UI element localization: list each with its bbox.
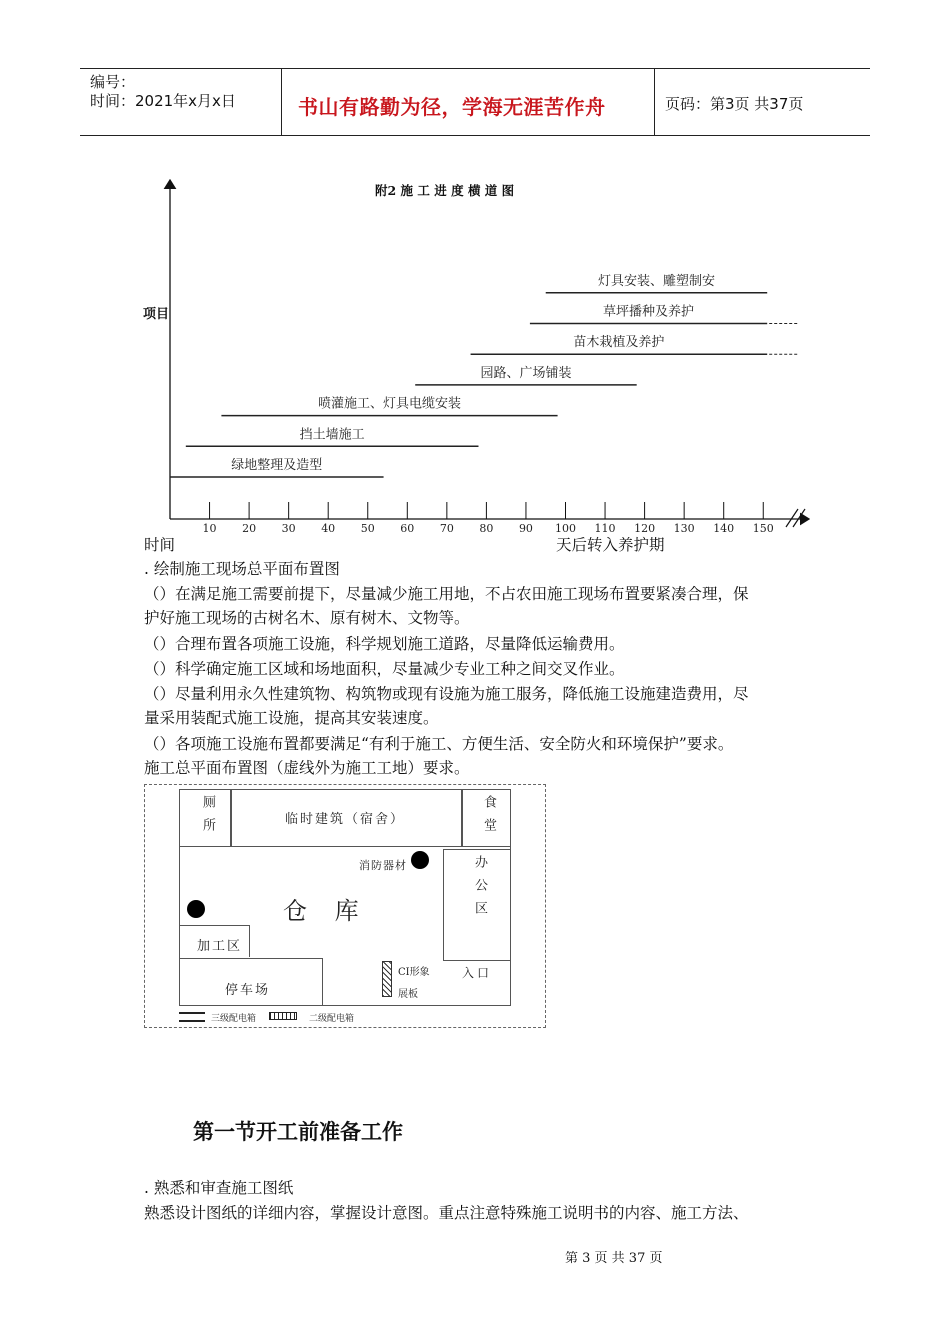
paragraph: （）在满足施工需要前提下，尽量减少施工用地，不占农田施工现场布置要紧凑合理，保	[144, 585, 749, 603]
paragraph: （）合理布置各项施工设施，科学规划施工道路，尽量降低运输费用。	[144, 635, 625, 653]
fire-equipment-dot	[187, 900, 205, 918]
ci-board-label: 展板	[398, 989, 418, 1000]
x-tick-label: 100	[555, 522, 576, 535]
item-site-plan: . 绘制施工现场总平面布置图	[144, 560, 340, 578]
toilet-label: 厕所	[200, 795, 215, 841]
task-label: 绿地整理及造型	[231, 458, 323, 473]
level2-box-legend-icon	[269, 1012, 297, 1020]
header-motto: 书山有路勤为径，学海无涯苦作舟	[298, 95, 606, 119]
paragraph: （）尽量利用永久性建筑物、构筑物或现有设施为施工服务，降低施工设施建造费用，尽	[144, 685, 749, 703]
header-top-rule	[80, 68, 870, 69]
x-tick-label: 40	[321, 522, 336, 535]
x-tick-label: 80	[479, 522, 494, 535]
dormitory-label: 临时建筑（宿舍）	[285, 812, 406, 827]
task-label: 喷灌施工、灯具电缆安装	[317, 396, 462, 412]
legend-level2: 二级配电箱	[309, 1014, 355, 1024]
site-plan-diagram	[144, 784, 546, 1028]
axis-break-mark	[793, 509, 805, 527]
header-divider	[281, 68, 282, 135]
page-footer: 第 3 页 共 37 页	[565, 1251, 663, 1266]
processing-area-line	[179, 925, 249, 926]
canteen-label: 食堂	[481, 795, 496, 841]
processing-area-line	[249, 925, 250, 957]
x-tick-label: 10	[202, 522, 217, 535]
chart-y-label: 项目	[143, 307, 170, 322]
processing-area-label: 加工区	[197, 939, 243, 954]
office-label: 办公区	[472, 855, 487, 924]
x-tick-label: 130	[673, 522, 695, 535]
gantt-chart	[130, 170, 830, 560]
section-title: 第一节开工前准备工作	[193, 1120, 403, 1144]
ci-board-icon	[382, 961, 392, 997]
parking-label: 停车场	[225, 983, 271, 998]
x-tick-label: 150	[752, 522, 774, 535]
header-number: 编号：	[90, 73, 136, 91]
header-time: 时间：2021年x月x日	[90, 92, 236, 110]
paragraph: 护好施工现场的古树名木、原有树木、文物等。	[144, 609, 470, 627]
task-label: 园路、广场铺装	[480, 365, 572, 381]
x-tick-label: 50	[360, 522, 375, 535]
paragraph: （）科学确定施工区域和场地面积，尽量减少专业工种之间交叉作业。	[144, 660, 625, 678]
x-tick-label: 60	[400, 522, 415, 535]
task-label: 苗木栽植及养护	[573, 335, 665, 351]
x-tick-label: 110	[594, 522, 616, 535]
x-tick-label: 20	[242, 522, 257, 535]
header-page: 页码：第3页 共37页	[665, 95, 804, 113]
paragraph: 施工总平面布置图（虚线外为施工工地）要求。	[144, 759, 470, 777]
fire-equipment-label: 消防器材	[359, 859, 407, 872]
paragraph: （）各项施工设施布置都要满足“有利于施工、方便生活、安全防火和环境保护”要求。	[144, 735, 734, 753]
warehouse-label: 仓 库	[283, 897, 369, 925]
ci-board-label: CI形象	[398, 967, 430, 978]
entrance-label: 入口	[462, 966, 493, 980]
level3-box-legend-icon	[179, 1012, 205, 1022]
paragraph: 量采用装配式施工设施，提高其安装速度。	[144, 709, 439, 727]
x-tick-label: 70	[439, 522, 454, 535]
task-label: 挡土墙施工	[299, 427, 365, 443]
header-bottom-rule	[80, 135, 870, 136]
x-tick-label: 140	[713, 522, 735, 535]
chart-x-label: 时间	[144, 536, 176, 554]
fire-equipment-dot	[411, 851, 429, 869]
chart-x-note: 天后转入养护期	[556, 536, 665, 554]
chart-title: 附2 施 工 进 度 横 道 图	[375, 183, 515, 198]
task-label: 草坪播种及养护	[603, 304, 695, 320]
axis-break-mark	[786, 509, 798, 527]
x-tick-label: 90	[518, 522, 533, 535]
header-divider	[654, 68, 655, 135]
item-drawings: . 熟悉和审查施工图纸	[144, 1179, 294, 1197]
x-tick-label: 120	[634, 522, 656, 535]
paragraph: 熟悉设计图纸的详细内容，掌握设计意图。重点注意特殊施工说明书的内容、施工方法、	[144, 1204, 749, 1222]
x-tick-label: 30	[281, 522, 296, 535]
task-label: 灯具安装、雕塑制安	[597, 273, 715, 289]
legend-level3: 三级配电箱	[211, 1014, 257, 1024]
